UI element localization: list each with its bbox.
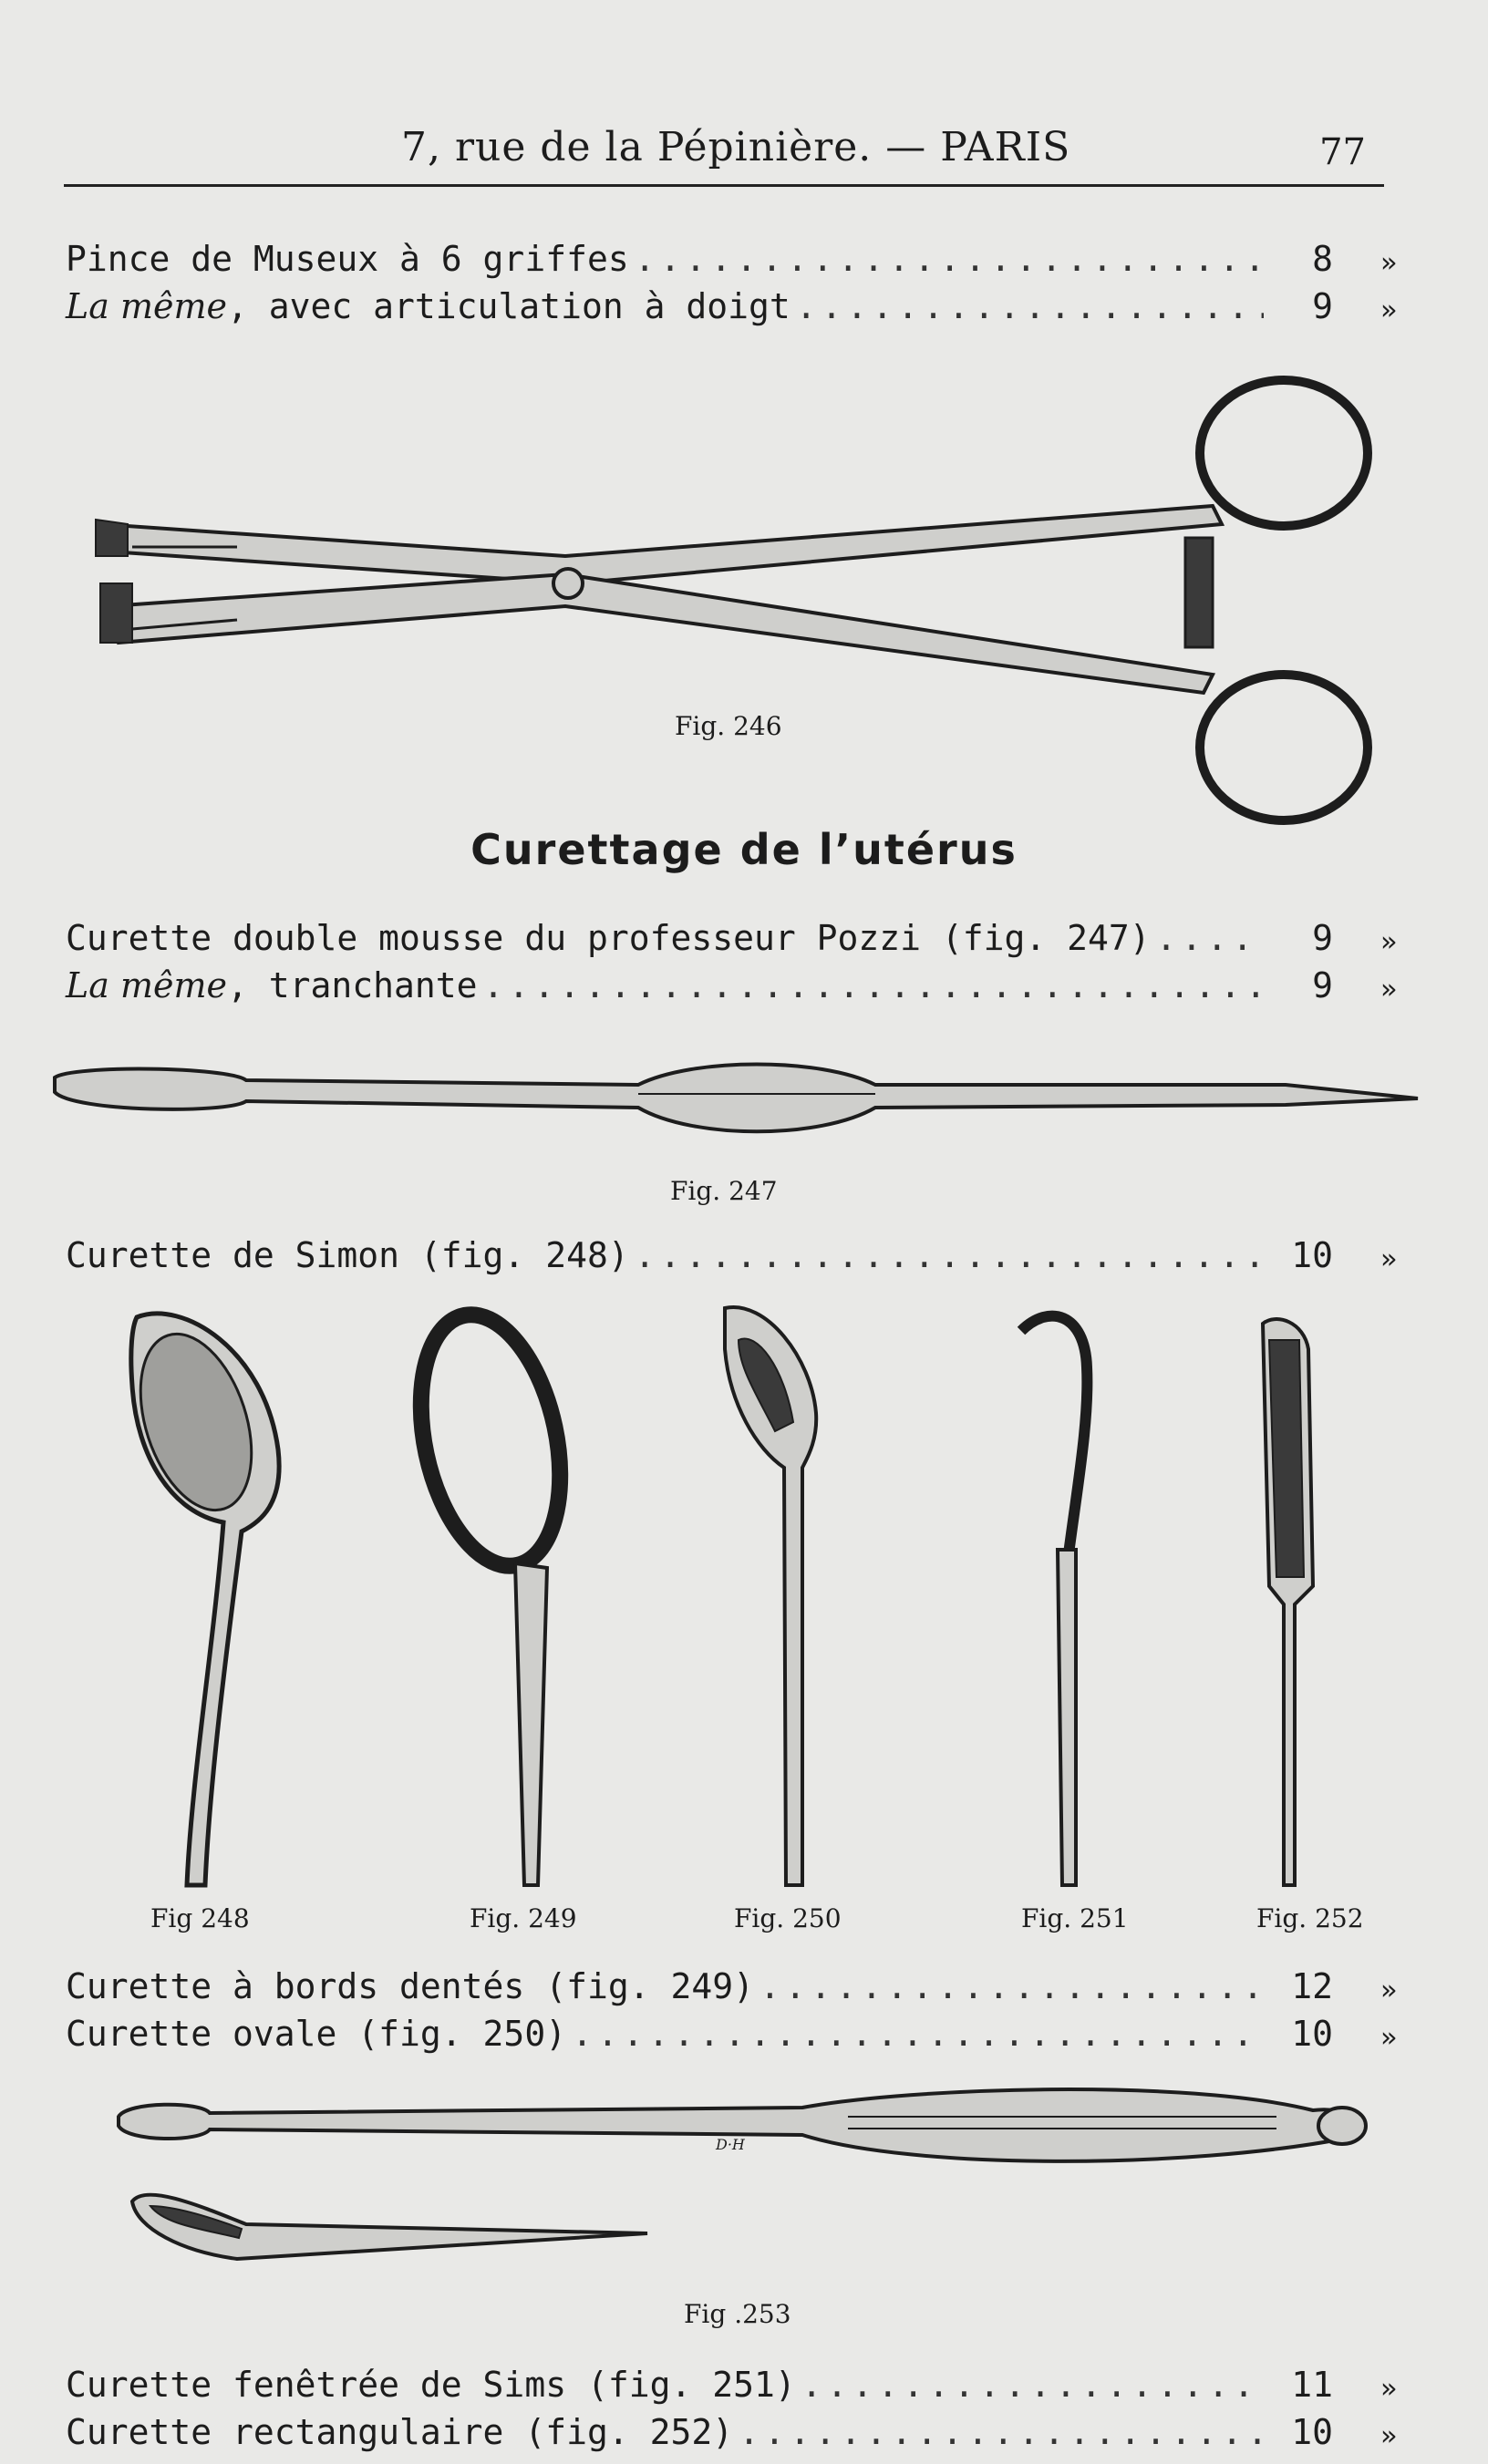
price-mark: » — [1380, 294, 1397, 326]
museux-forceps-illustration — [96, 380, 1368, 820]
item-label: Curette double mousse du professeur Pozzi (fig. 247) — [66, 918, 1151, 958]
item-label: La même, tranchante — [66, 965, 478, 1005]
figure-caption: Fig. 247 — [670, 1176, 778, 1206]
price-mark: » — [1380, 1243, 1397, 1275]
price-mark: » — [1380, 2420, 1397, 2452]
figure-caption: Fig. 251 — [1021, 1903, 1129, 1933]
item-label: Pince de Museux à 6 griffes — [66, 239, 629, 279]
pozzi-curette-illustration — [55, 1065, 1418, 1132]
figure-caption: Fig .253 — [684, 2299, 791, 2329]
item-label: Curette rectangulaire (fig. 252) — [66, 2412, 734, 2452]
item-price: 10 — [1291, 1235, 1333, 1275]
figure-caption: Fig. 252 — [1256, 1903, 1364, 1933]
engraver-mark: D·H — [716, 2136, 745, 2153]
section-title: Curettage de l’utérus — [470, 825, 1018, 874]
price-mark: » — [1380, 1974, 1397, 2006]
item-price: 9 — [1312, 965, 1333, 1005]
page-number: 77 — [1319, 131, 1366, 173]
simon-curette-illustration — [120, 1314, 279, 1885]
header-address: 7, rue de la Pépinière. — PARIS — [401, 124, 1071, 170]
item-label: Curette ovale (fig. 250) — [66, 2014, 567, 2054]
item-label: Curette à bords dentés (fig. 249) — [66, 1966, 754, 2006]
item-price: 11 — [1291, 2365, 1333, 2405]
item-price: 9 — [1312, 918, 1333, 958]
price-mark: » — [1380, 926, 1397, 958]
sims-curette-illustration — [1021, 1316, 1087, 1885]
figure-caption: Fig. 250 — [734, 1903, 842, 1933]
figure-caption: Fig 248 — [150, 1903, 250, 1933]
figure-caption: Fig. 246 — [675, 711, 782, 741]
item-price: 8 — [1312, 239, 1333, 279]
item-label: Curette fenêtrée de Sims (fig. 251) — [66, 2365, 796, 2405]
price-mark: » — [1380, 2022, 1397, 2054]
item-price: 10 — [1291, 2412, 1333, 2452]
handled-curette-illustration — [119, 2089, 1366, 2259]
item-label: Curette de Simon (fig. 248) — [66, 1235, 629, 1275]
item-label: La même, avec articulation à doigt — [66, 286, 790, 326]
oval-curette-illustration — [725, 1307, 816, 1885]
item-price: 9 — [1312, 286, 1333, 326]
rectangular-curette-illustration — [1263, 1319, 1313, 1885]
price-mark: » — [1380, 974, 1397, 1005]
price-mark: » — [1380, 247, 1397, 279]
item-price: 12 — [1291, 1966, 1333, 2006]
figure-caption: Fig. 249 — [470, 1903, 577, 1933]
item-price: 10 — [1291, 2014, 1333, 2054]
price-mark: » — [1380, 2373, 1397, 2405]
serrated-curette-illustration — [399, 1302, 581, 1885]
